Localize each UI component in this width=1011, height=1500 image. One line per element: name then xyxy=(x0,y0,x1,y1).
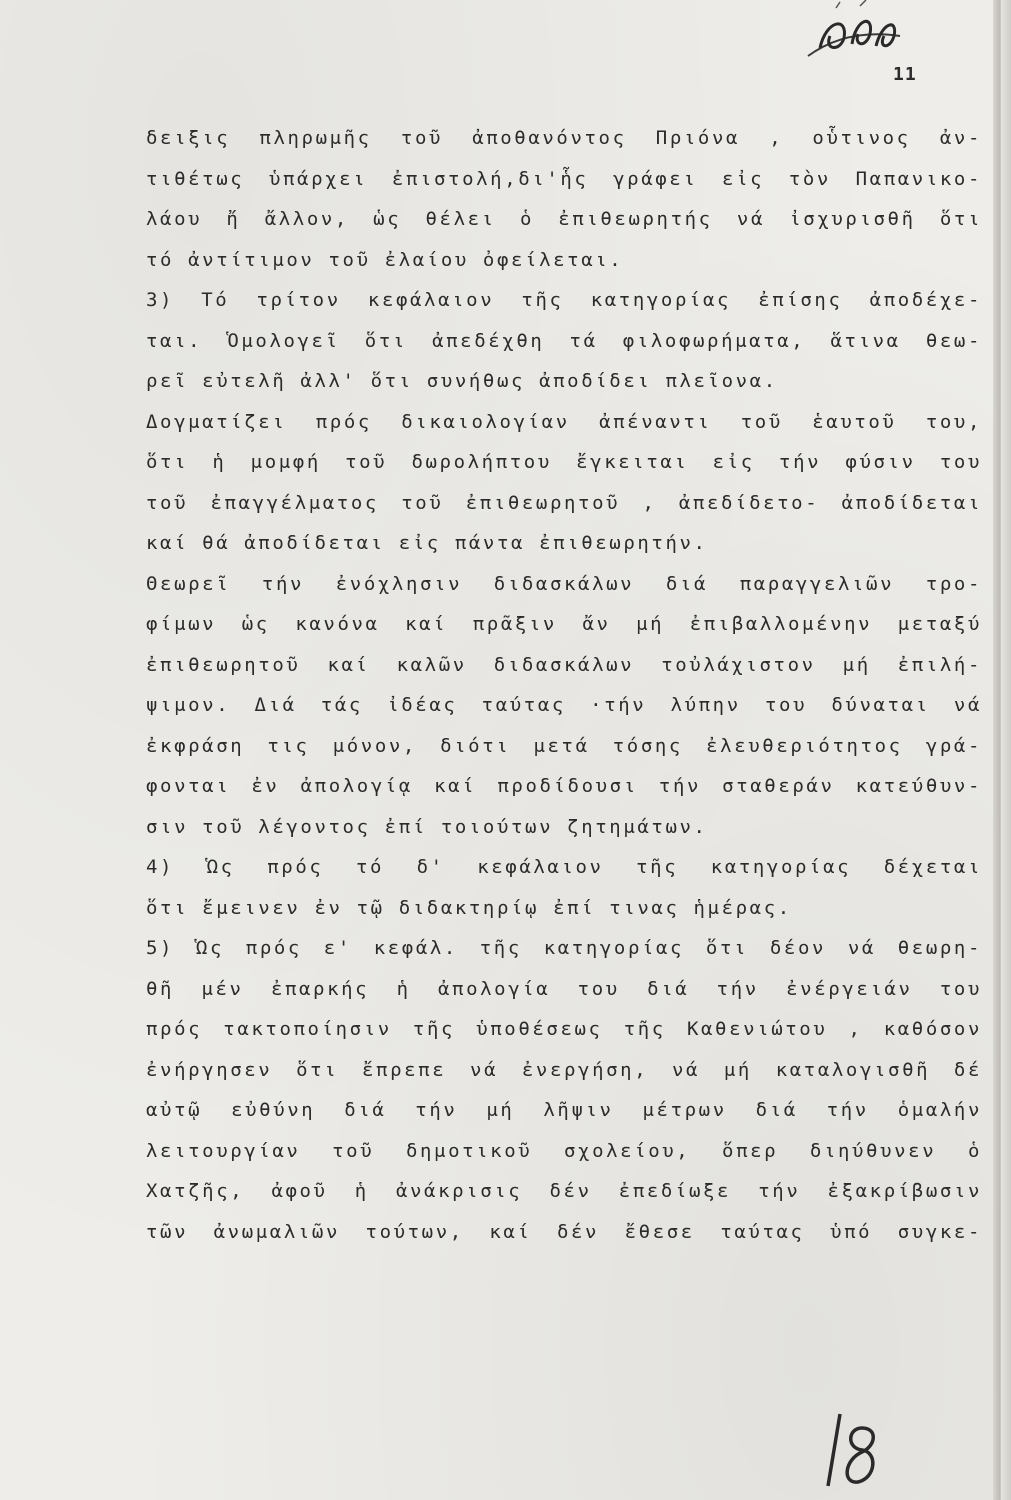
text-line: σιν τοῦ λέγοντος ἐπί τοιούτων ζητημάτων. xyxy=(146,815,708,838)
body-text xyxy=(146,118,982,1252)
text-line: πρός τακτοποίησιν τῆς ὑποθέσεως τῆς Καθενιώτου , καθόσον xyxy=(146,1018,982,1040)
text-line: αὐτῷ εὐθύνη διά τήν μή λῆψιν μέτρων διά τήν ὁμαλήν xyxy=(146,1099,982,1121)
text-line: 3) Τό τρίτον κεφάλαιον τῆς κατηγορίας ἐπίσης ἀποδέχε- xyxy=(146,289,982,311)
text-line: ψιμον. Διά τάς ἰδέας ταύτας ·τήν λύπην του δύναται νά xyxy=(146,694,982,716)
text-line: Θεωρεῖ τήν ἐνόχλησιν διδασκάλων διά παραγγελιῶν τρο- xyxy=(146,572,982,595)
handwritten-folio-number xyxy=(818,1408,888,1490)
text-line: ἐνήργησεν ὅτι ἔπρεπε νά ἐνεργήση, νά μή καταλογισθῆ δέ xyxy=(146,1058,982,1081)
text-line: ἐπιθεωρητοῦ καί καλῶν διδασκάλων τοὐλάχιστον μή ἐπιλή- xyxy=(146,653,982,676)
text-line: Χατζῆς, ἀφοῦ ἡ ἀνάκρισις δέν ἐπεδίωξε τήν ἐξακρίβωσιν xyxy=(146,1180,982,1202)
text-line: τοῦ ἐπαγγέλματος τοῦ ἐπιθεωρητοῦ , ἀπεδίδετο- ἀποδίδεται xyxy=(146,491,982,514)
page-binding-edge xyxy=(993,0,1011,1500)
text-line: ὅτι ἡ μομφή τοῦ δωρολήπτου ἔγκειται εἰς τήν φύσιν του xyxy=(146,451,982,473)
text-line: 5) Ὡς πρός ε' κεφάλ. τῆς κατηγορίας ὅτι δέον νά θεωρη- xyxy=(146,937,982,959)
text-line: καί θά ἀποδίδεται εἰς πάντα ἐπιθεωρητήν. xyxy=(146,532,708,554)
text-line: δειξις πληρωμῆς τοῦ ἀποθανόντος Πριόνα , οὗτινος ἀν- xyxy=(146,127,982,149)
page-number: 11 xyxy=(893,64,917,85)
text-line: τό ἀντίτιμον τοῦ ἐλαίου ὀφείλεται. xyxy=(146,248,624,271)
text-line: θῆ μέν ἐπαρκής ἡ ἀπολογία του διά τήν ἐνέργειάν του xyxy=(146,977,982,1000)
text-line: τιθέτως ὑπάρχει ἐπιστολή,δι'ἧς γράφει εἰς τὸν Παπανικο- xyxy=(146,167,982,190)
text-line: λάου ἤ ἄλλον, ὡς θέλει ὁ ἐπιθεωρητής νά ἰσχυρισθῆ ὅτι xyxy=(146,208,982,230)
text-line: φονται ἐν ἀπολογίᾳ καί προδίδουσι τήν σταθεράν κατεύθυν- xyxy=(146,775,982,797)
text-line: ρεῖ εὐτελῆ ἀλλ' ὅτι συνήθως ἀποδίδει πλεῖονα. xyxy=(146,370,778,392)
text-line: φίμων ὡς κανόνα καί πρᾶξιν ἄν μή ἐπιβαλλομένην μεταξύ xyxy=(146,613,982,635)
text-line: τῶν ἀνωμαλιῶν τούτων, καί δέν ἔθεσε ταύτας ὑπό συγκε- xyxy=(146,1220,982,1243)
text-line: ἐκφράση τις μόνον, διότι μετά τόσης ἐλευθεριότητος γρά- xyxy=(146,734,982,757)
text-line: λειτουργίαν τοῦ δημοτικοῦ σχολείου, ὅπερ διηύθυνεν ὁ xyxy=(146,1139,982,1162)
text-line: ται. Ὁμολογεῖ ὅτι ἀπεδέχθη τά φιλοφωρήματα, ἅτινα θεω- xyxy=(146,329,982,352)
text-line: Δογματίζει πρός δικαιολογίαν ἀπέναντι τοῦ ἑαυτοῦ του, xyxy=(146,410,982,433)
text-line: 4) Ὡς πρός τό δ' κεφάλαιον τῆς κατηγορίας δέχεται xyxy=(146,856,982,878)
handwritten-folio-mark xyxy=(800,0,910,64)
text-line: ὅτι ἔμεινεν ἐν τῷ διδακτηρίῳ ἐπί τινας ἡμέρας. xyxy=(146,896,792,919)
